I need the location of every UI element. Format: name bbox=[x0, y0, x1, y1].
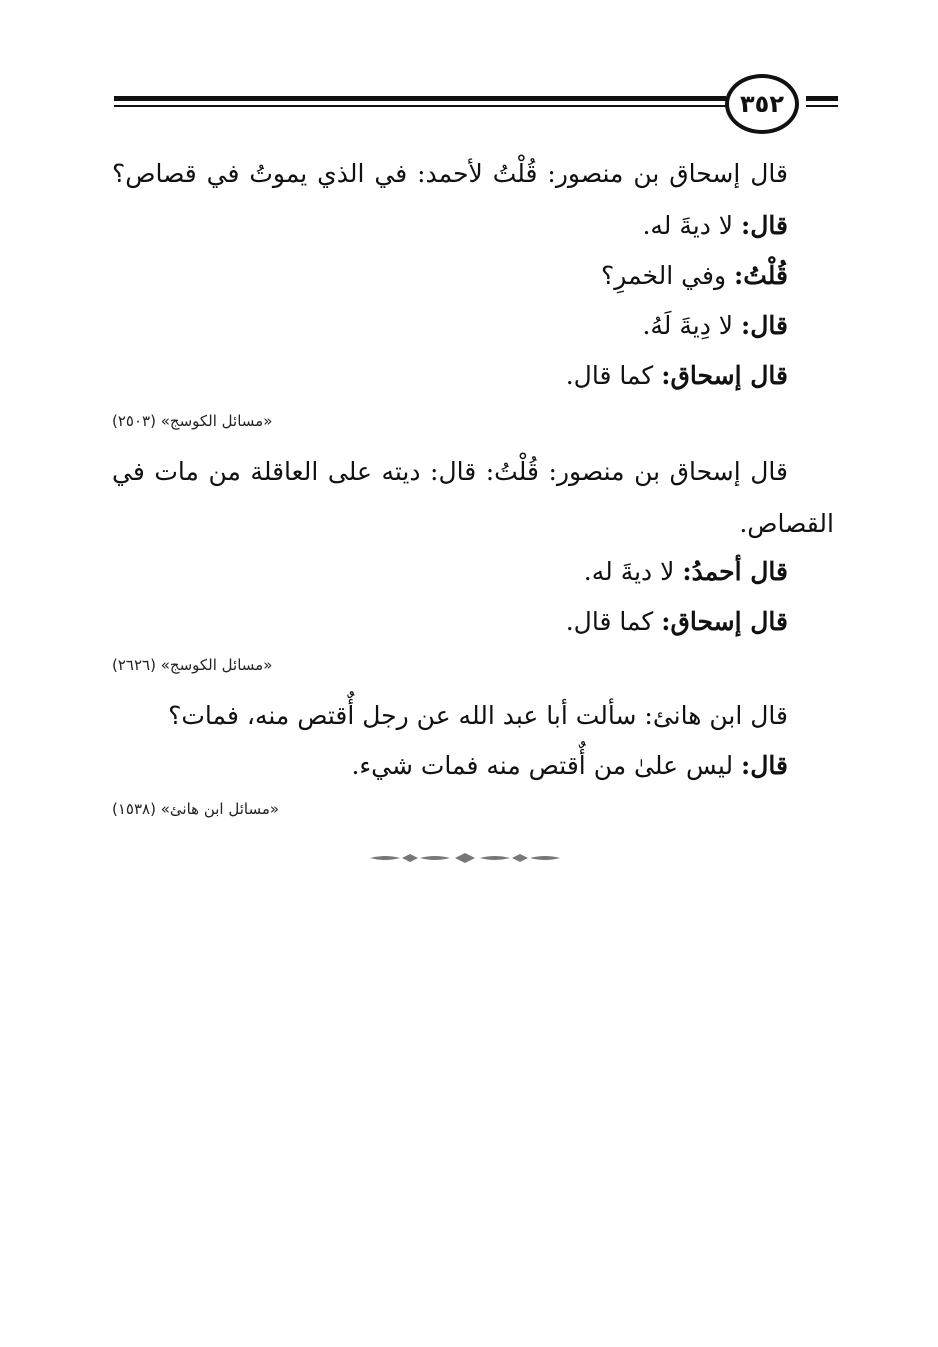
speaker-label: قال إسحاق: bbox=[661, 361, 788, 390]
speaker-label: قال: bbox=[741, 211, 788, 240]
source-reference: «مسائل ابن هانئ» (١٥٣٨) bbox=[112, 800, 280, 818]
paragraph-line bbox=[351, 752, 788, 780]
source-reference: «مسائل الكوسج» (٢٦٢٦) bbox=[112, 656, 273, 674]
line-text: كما قال. bbox=[565, 607, 654, 636]
line-text: وفي الخمرِ؟ bbox=[601, 261, 727, 290]
speaker-label: قال: bbox=[741, 751, 788, 780]
paragraph-line: قال إسحاق بن منصور: قُلْتُ: قال: ديته على العاقلة من مات في bbox=[112, 457, 788, 486]
paragraph-line: قال إسحاق بن منصور: قُلْتُ لأحمد: في الذي يموتُ في قصاص؟ bbox=[112, 159, 788, 188]
line-text: لا ديةَ له. bbox=[642, 211, 734, 240]
paragraph-line bbox=[601, 262, 788, 290]
line-text: ليس علىٰ من أٌقتص منه فمات شيء. bbox=[351, 751, 734, 780]
ornament-divider bbox=[370, 852, 560, 864]
speaker-label: قال: bbox=[741, 311, 788, 340]
header-rule-right-thin bbox=[806, 105, 838, 107]
speaker-label: قال إسحاق: bbox=[661, 607, 788, 636]
line-text: كما قال. bbox=[565, 361, 654, 390]
paragraph-line: القصاص. bbox=[739, 509, 834, 538]
header-rule-right-thick bbox=[806, 96, 838, 101]
speaker-label: قال أحمدُ: bbox=[682, 557, 788, 586]
line-text: لا دِيةَ لَهُ. bbox=[642, 311, 734, 340]
paragraph-line bbox=[566, 362, 788, 390]
paragraph-line bbox=[584, 558, 788, 586]
page-number: ٣٥٢ bbox=[725, 74, 799, 134]
paragraph-line bbox=[642, 312, 788, 340]
header-rule-thin bbox=[114, 105, 726, 107]
source-reference: «مسائل الكوسج» (٢٥٠٣) bbox=[112, 412, 273, 430]
line-text: لا ديةَ له. bbox=[583, 557, 675, 586]
paragraph-line: قال ابن هانئ: سألت أبا عبد الله عن رجل أٌقتص منه، فمات؟ bbox=[168, 701, 788, 730]
speaker-label: قُلْتُ: bbox=[733, 261, 788, 290]
paragraph-line bbox=[642, 212, 788, 240]
header-rule-thick bbox=[114, 96, 726, 101]
paragraph-line bbox=[566, 608, 788, 636]
